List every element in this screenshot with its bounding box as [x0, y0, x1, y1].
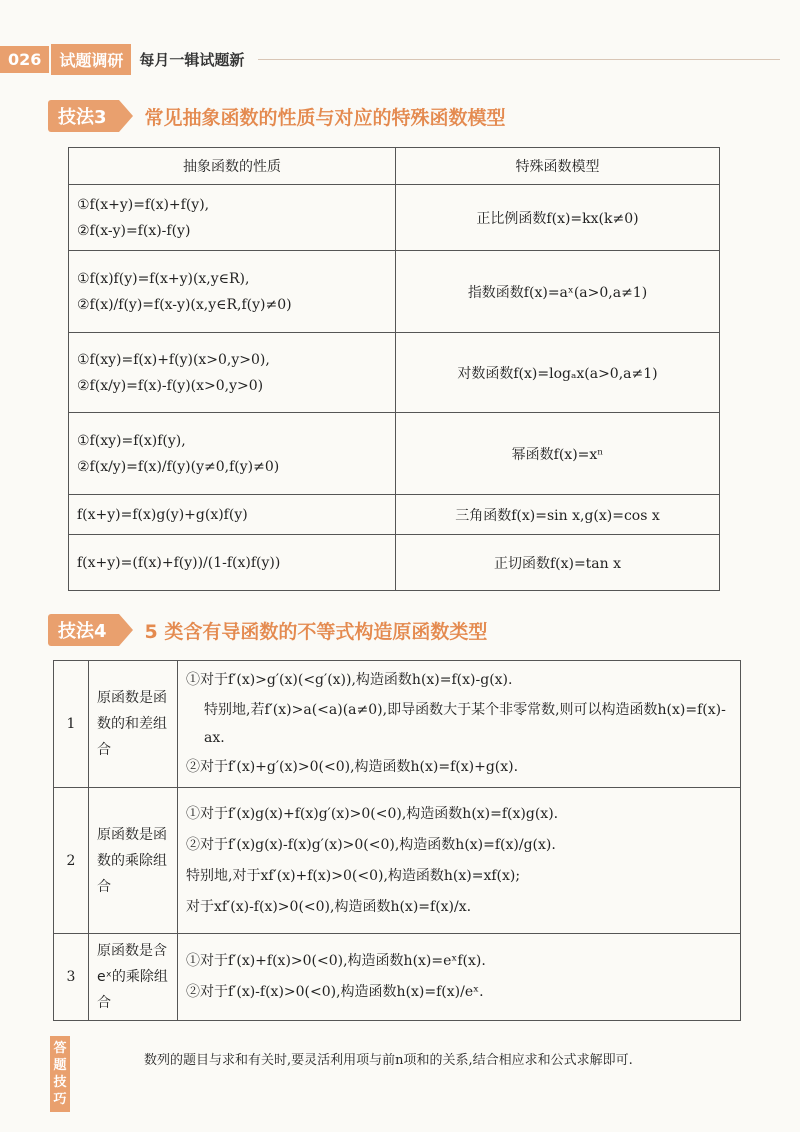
row-type: 原函数是函数的和差组合 [89, 661, 178, 788]
col-header-properties: 抽象函数的性质 [69, 148, 396, 185]
technique3-badge: 技法3 [48, 100, 119, 132]
table-row [69, 251, 720, 333]
footer-note: 数列的题目与求和有关时,要灵活利用项与前n项和的关系,结合相应求和公式求解即可. [144, 1053, 633, 1068]
content-line: ①对于f′(x)g(x)+f(x)g′(x)>0(<0),构造函数h(x)=f(x)g(x). [186, 805, 559, 822]
table-row [69, 185, 720, 251]
content-line: 对于xf′(x)-f(x)>0(<0),构造函数h(x)=f(x)/x. [186, 898, 472, 915]
row-type: 原函数是函数的乘除组合 [89, 788, 178, 934]
table-row [54, 934, 741, 1021]
row-type: 原函数是含eˣ的乘除组合 [89, 934, 178, 1021]
technique4-heading [48, 614, 487, 646]
content-line: ②对于f′(x)g(x)-f(x)g′(x)>0(<0),构造函数h(x)=f(x)/g(x). [186, 836, 556, 853]
model-cell: 幂函数f(x)=xⁿ [396, 413, 720, 495]
property-line: ②f(x/y)=f(x)/f(y)(y≠0,f(y)≠0) [77, 458, 280, 475]
technique4-badge: 技法4 [48, 614, 119, 646]
row-number: 3 [54, 934, 89, 1021]
table-row [69, 535, 720, 591]
header-divider [258, 59, 780, 60]
table-row [69, 333, 720, 413]
table-row [69, 413, 720, 495]
page-number: 026 [0, 46, 49, 73]
property-line: f(x+y)=f(x)g(y)+g(x)f(y) [77, 506, 248, 523]
property-line: ①f(xy)=f(x)f(y), [77, 432, 186, 449]
model-cell: 指数函数f(x)=aˣ(a>0,a≠1) [396, 251, 720, 333]
chevron-right-icon [119, 614, 133, 646]
technique4-title: 5 类含有导函数的不等式构造原函数类型 [144, 620, 488, 643]
sidebar-tag: 答题技巧 [50, 1036, 70, 1112]
property-line: ②f(x-y)=f(x)-f(y) [77, 222, 191, 239]
model-cell: 三角函数f(x)=sin x,g(x)=cos x [396, 495, 720, 535]
content-line: ②对于f′(x)+g′(x)>0(<0),构造函数h(x)=f(x)+g(x). [186, 759, 519, 775]
header-subtitle: 每月一辑试题新 [139, 50, 245, 69]
property-line: ①f(x+y)=f(x)+f(y), [77, 196, 210, 213]
page-header [0, 42, 244, 76]
section-tag: 试题调研 [51, 44, 131, 75]
technique3-heading [48, 100, 506, 132]
model-cell: 正比例函数f(x)=kx(k≠0) [396, 185, 720, 251]
table-row [54, 788, 741, 934]
property-line: ①f(xy)=f(x)+f(y)(x>0,y>0), [77, 351, 270, 368]
model-cell: 正切函数f(x)=tan x [396, 535, 720, 591]
property-line: ②f(x)/f(y)=f(x-y)(x,y∈R,f(y)≠0) [77, 296, 292, 313]
property-line: ②f(x/y)=f(x)-f(y)(x>0,y>0) [77, 377, 264, 394]
content-line: ②对于f′(x)-f(x)>0(<0),构造函数h(x)=f(x)/eˣ. [186, 984, 484, 1000]
table-row [69, 495, 720, 535]
col-header-models: 特殊函数模型 [396, 148, 720, 185]
property-line: f(x+y)=(f(x)+f(y))/(1-f(x)f(y)) [77, 554, 281, 571]
content-line: 特别地,对于xf′(x)+f(x)>0(<0),构造函数h(x)=xf(x); [186, 867, 521, 884]
chevron-right-icon [119, 100, 133, 132]
model-cell: 对数函数f(x)=logₐx(a>0,a≠1) [396, 333, 720, 413]
content-line: 特别地,若f′(x)>a(<a)(a≠0),即导函数大于某个非零常数,则可以构造函数h(x)=f(x)-ax. [204, 702, 726, 746]
content-line: ①对于f′(x)>g′(x)(<g′(x)),构造函数h(x)=f(x)-g(x). [186, 672, 513, 688]
derivative-construction-table [53, 660, 741, 1021]
row-number: 2 [54, 788, 89, 934]
property-line: ①f(x)f(y)=f(x+y)(x,y∈R), [77, 270, 250, 287]
row-number: 1 [54, 661, 89, 788]
abstract-function-table [68, 147, 720, 591]
content-line: ①对于f′(x)+f(x)>0(<0),构造函数h(x)=eˣf(x). [186, 953, 486, 969]
table-row [54, 661, 741, 788]
technique3-title: 常见抽象函数的性质与对应的特殊函数模型 [144, 106, 506, 129]
